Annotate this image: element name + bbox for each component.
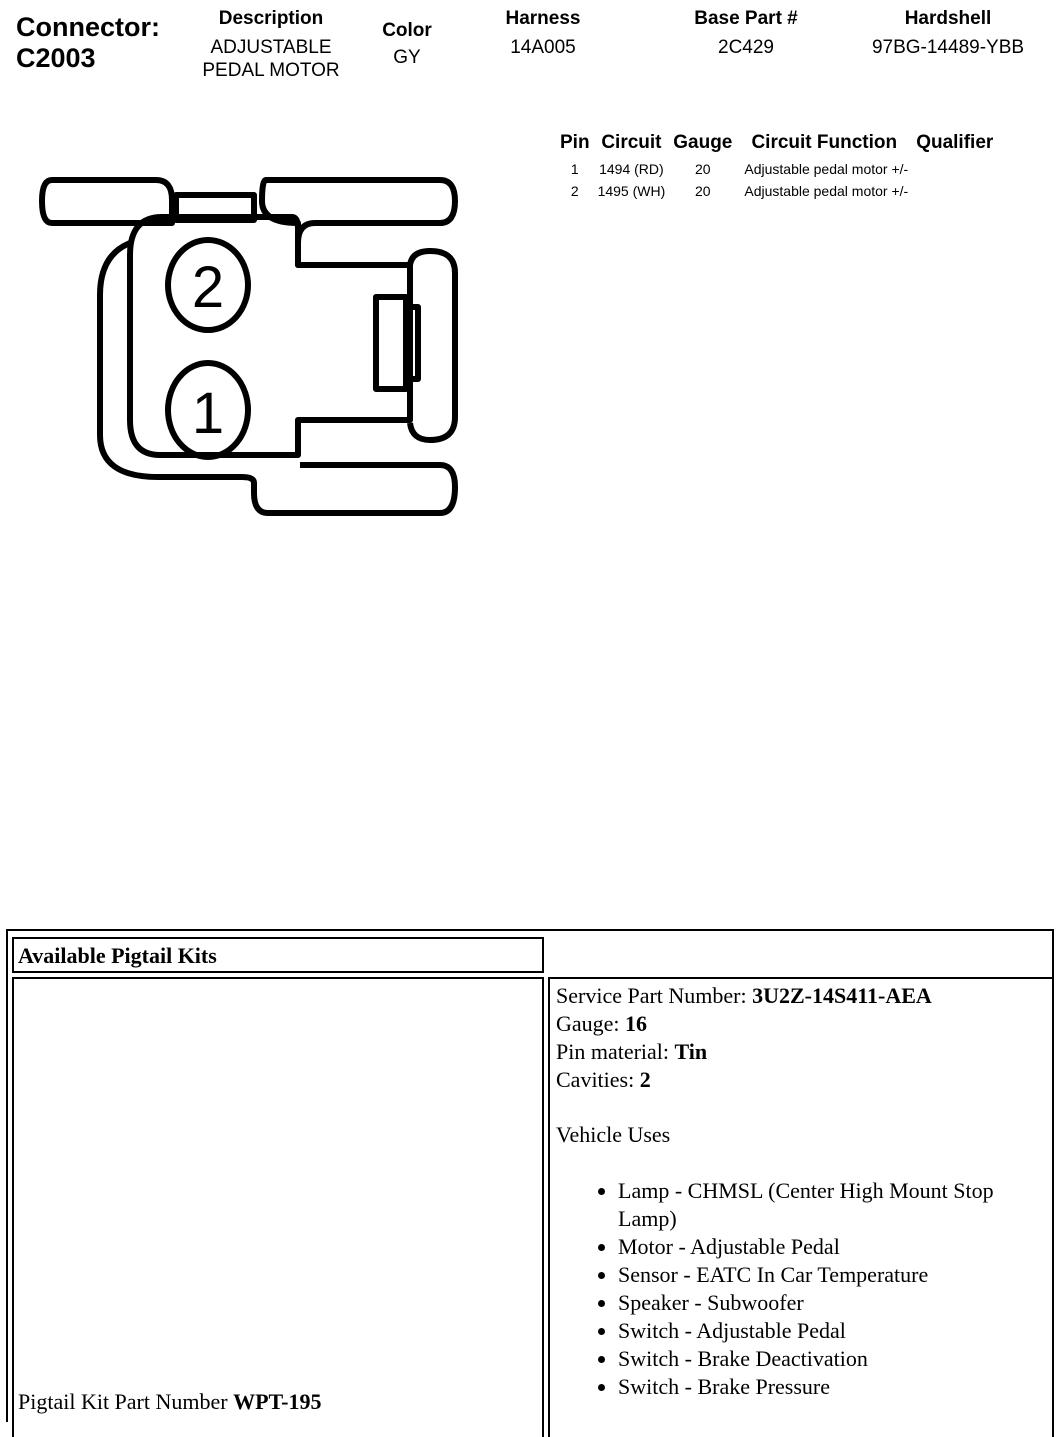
- pigtail-kit-image-cell: [12, 977, 544, 1437]
- gauge-cell: 20: [695, 161, 711, 177]
- pin-1-label: 1: [191, 381, 225, 446]
- description-line2: PEDAL MOTOR: [202, 60, 340, 81]
- pigtail-kit-part-number: [18, 1389, 322, 1415]
- harness-label: Harness: [505, 8, 581, 29]
- connector-face-diagram: [30, 165, 470, 525]
- pin-cell: 1: [570, 161, 579, 177]
- gauge-cell: 20: [695, 183, 711, 199]
- pigtail-kit-details: [548, 977, 1054, 1437]
- description-line1: ADJUSTABLE: [210, 37, 332, 58]
- pin-table-header-row: [556, 132, 997, 158]
- base-part-column: [676, 8, 816, 59]
- pin-2-label: 2: [191, 255, 225, 320]
- qualifier-cell: [912, 180, 997, 202]
- cavities-label: Cavities:: [556, 1067, 640, 1092]
- vehicle-uses-list: [556, 1177, 1046, 1401]
- circuit-cell: 1494 (RD): [599, 161, 664, 177]
- color-label: Color: [382, 20, 432, 41]
- pin-cavity-2: [168, 240, 248, 330]
- connector-id: C2003: [16, 43, 96, 73]
- pigtail-kit-header-blank: [546, 937, 1054, 973]
- color-column: [366, 20, 448, 69]
- list-item: • Lamp - CHMSL (Center High Mount Stop Lamp): [618, 1177, 1046, 1233]
- pin-material: [556, 1038, 1046, 1066]
- kit-gauge: [556, 1010, 1046, 1038]
- description-label: Description: [218, 8, 324, 29]
- service-part-number: [556, 982, 1046, 1010]
- list-item: • Switch - Adjustable Pedal: [618, 1317, 1046, 1345]
- connector-label: Connector:: [16, 12, 160, 42]
- vehicle-uses-title: Vehicle Uses: [556, 1122, 671, 1147]
- pin-material-value: Tin: [674, 1039, 708, 1064]
- list-item: • Switch - Brake Deactivation: [618, 1345, 1046, 1373]
- latch-tab-bottom-right: [242, 465, 455, 513]
- hardshell-label: Hardshell: [904, 8, 992, 29]
- latch-window: [376, 297, 406, 389]
- list-item: • Speaker - Subwoofer: [618, 1289, 1046, 1317]
- main-housing: [130, 217, 410, 455]
- kit-gauge-label: Gauge:: [556, 1011, 626, 1036]
- pigtail-kit-panel: [6, 929, 1054, 1422]
- base-part-value: 2C429: [718, 37, 774, 58]
- list-item: • Switch - Brake Pressure: [618, 1373, 1046, 1401]
- function-cell: Adjustable pedal motor +/-: [744, 161, 909, 177]
- hardshell-value: 97BG-14489-YBB: [871, 37, 1025, 58]
- kit-gauge-value: 16: [625, 1011, 648, 1036]
- pigtail-kit-title: Available Pigtail Kits: [12, 937, 544, 973]
- table-row: [556, 180, 997, 202]
- col-circuit-function: Circuit Function: [751, 132, 898, 153]
- pin-material-label: Pin material:: [556, 1039, 675, 1064]
- col-qualifier: Qualifier: [916, 132, 994, 153]
- connector-header: [16, 12, 160, 74]
- qualifier-cell: [912, 158, 997, 180]
- description-column: [186, 8, 356, 82]
- pigtail-kit-part-label: Pigtail Kit Part Number: [18, 1389, 234, 1414]
- service-part-value: 3U2Z-14S411-AEA: [752, 983, 932, 1008]
- pigtail-kit-part-value: WPT-195: [233, 1389, 322, 1414]
- function-cell: Adjustable pedal motor +/-: [744, 183, 909, 199]
- list-item: • Motor - Adjustable Pedal: [618, 1233, 1046, 1261]
- pin-cell: 2: [570, 183, 579, 199]
- harness-value: 14A005: [510, 37, 576, 58]
- table-row: [556, 158, 997, 180]
- color-value: GY: [393, 47, 421, 68]
- col-pin: Pin: [560, 132, 590, 153]
- col-gauge: Gauge: [673, 132, 733, 153]
- harness-column: [483, 8, 603, 59]
- cavities-value: 2: [639, 1067, 651, 1092]
- col-circuit: Circuit: [601, 132, 662, 153]
- pin-table: [556, 132, 997, 202]
- service-part-label: Service Part Number:: [556, 983, 753, 1008]
- base-part-label: Base Part #: [694, 8, 798, 29]
- pin-cavity-1: [168, 363, 248, 457]
- circuit-cell: 1495 (WH): [597, 183, 666, 199]
- cavities: [556, 1066, 1046, 1094]
- hardshell-column: [858, 8, 1038, 59]
- list-item: • Sensor - EATC In Car Temperature: [618, 1261, 1046, 1289]
